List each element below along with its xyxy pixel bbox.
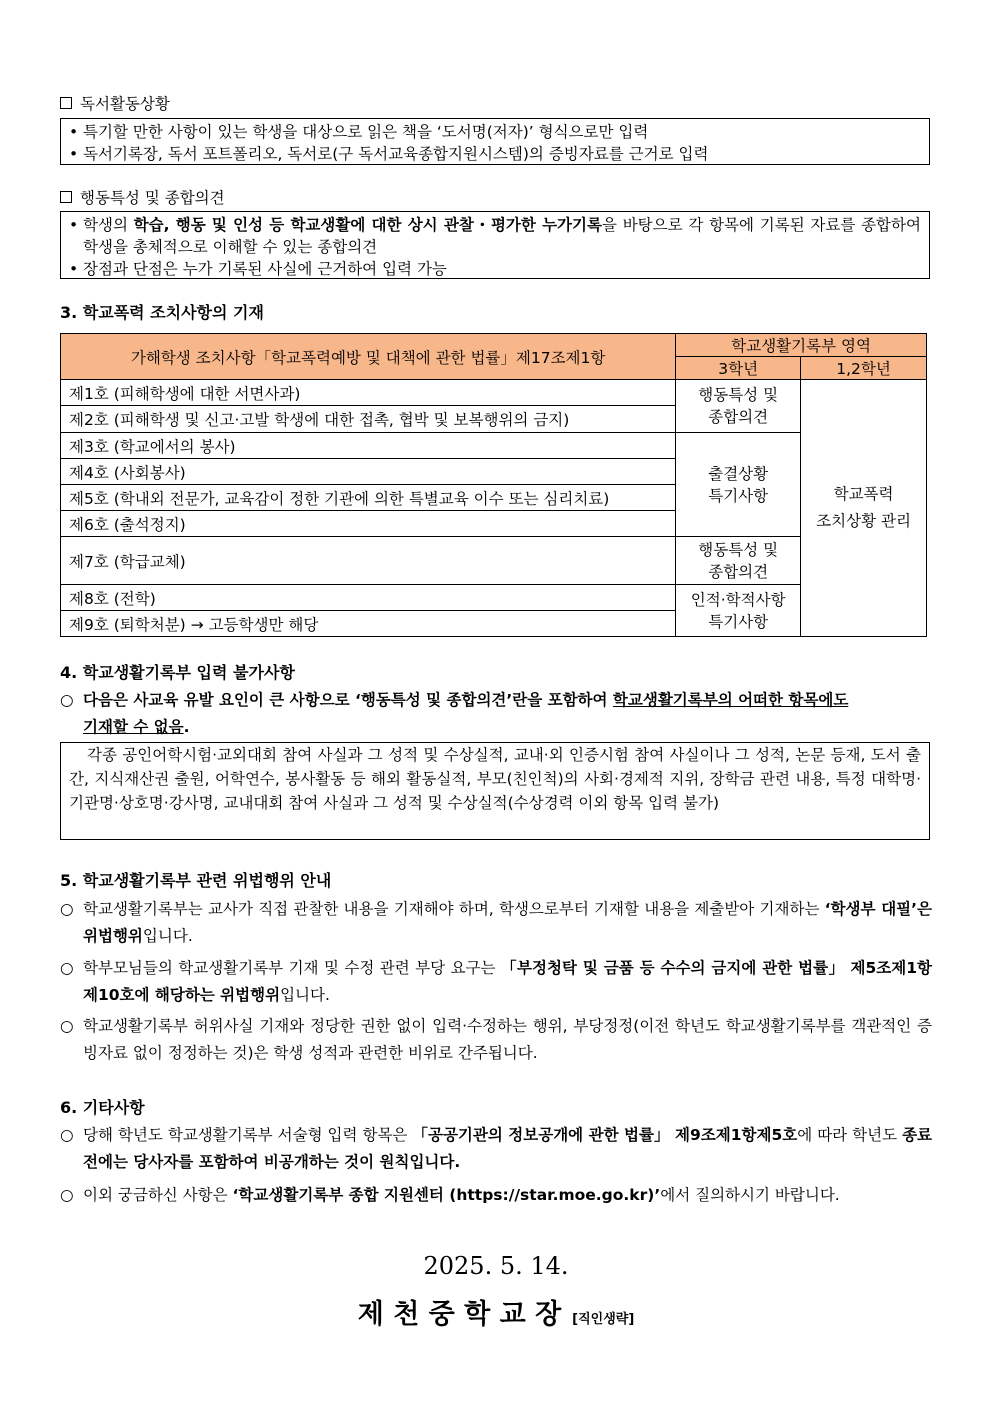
section4-box: 각종 공인어학시험·교외대회 참여 사실과 그 성적 및 수상실적, 교내·외 인증시험 참여 사실이나 그 성적, 논문 등재, 도서 출간, 지식재산권 출원, 어학연수, 봉사활동 등 해외 활동실적, 부모(친인척)의 사회·경제적 지위, 장학금 관련 내용, 특정 대학명·기관명·상호명·강사명, 교내대회 참여 사실과 그 성적 및 수상실적(수상경력 이외 항목 입력 불가) xyxy=(60,742,930,840)
table-header-grade3: 3학년 xyxy=(676,357,801,380)
section4-title: 4. 학교생활기록부 입력 불가사항 xyxy=(60,663,295,682)
section5-item-3: ○ 학교생활기록부 허위사실 기재와 정당한 권한 없이 입력·수정하는 행위, 부당정정(이전 학년도 학교생활기록부를 객관적인 증빙자료 없이 정정하는 것)은 학생 성적과 관련한 비위로 간주됩니다. xyxy=(60,1017,932,1062)
area-behavior-cell: 행동특성 및 종합의견 xyxy=(676,380,801,433)
reading-box xyxy=(60,118,930,165)
table-row: 제1호 (피해학생에 대한 서면사과) xyxy=(61,380,676,406)
table-row: 제4호 (사회봉사) xyxy=(61,459,676,485)
table-header-grade12: 1,2학년 xyxy=(801,357,927,380)
section4-paragraph: ○ 다음은 사교육 유발 요인이 큰 사항으로 ‘행동특성 및 종합의견’란을 포함하여 학교생활기록부의 어떠한 항목에도 기재할 수 없음. xyxy=(60,691,849,736)
section3-title: 3. 학교폭력 조치사항의 기재 xyxy=(60,303,264,322)
behavior-item-2: • 장점과 단점은 누가 기록된 사실에 근거하여 입력 가능 xyxy=(69,260,447,278)
table-row: 제5호 (학내외 전문가, 교육감이 정한 기관에 의한 특별교육 이수 또는 심리치료) xyxy=(61,485,676,511)
section5-title: 5. 학교생활기록부 관련 위법행위 안내 xyxy=(60,871,332,890)
table-row: 제8호 (전학) xyxy=(61,585,676,611)
behavior-box xyxy=(60,211,930,279)
checkbox-square-icon xyxy=(60,191,72,203)
table-row: 제7호 (학급교체) xyxy=(61,537,676,585)
checkbox-square-icon xyxy=(60,97,72,109)
reading-item-1: • 특기할 만한 사항이 있는 학생을 대상으로 읽은 책을 ‘도서명(저자)’ 형식으로만 입력 xyxy=(69,123,649,141)
table-row: 제9호 (퇴학처분) → 고등학생만 해당 xyxy=(61,611,676,637)
table-row: 제2호 (피해학생 및 신고·고발 학생에 대한 접촉, 협박 및 보복행위의 금지) xyxy=(61,406,676,433)
table-header-main: 가해학생 조치사항「학교폭력예방 및 대책에 관한 법률」제17조제1항 xyxy=(61,334,676,380)
section5-item-2: ○ 학부모님들의 학교생활기록부 기재 및 수정 관련 부당 요구는 「부정청탁 및 금품 등 수수의 금지에 관한 법률」 제5조제1항제10호에 해당하는 위법행위입니다. xyxy=(60,959,932,1004)
area-attendance-cell: 출결상황 특기사항 xyxy=(676,433,801,537)
area-grade12-cell: 학교폭력 조치상황 관리 xyxy=(801,380,927,637)
seal-omitted: [직인생략] xyxy=(572,1312,635,1327)
document-date: 2025. 5. 14. xyxy=(423,1252,569,1280)
area-behavior-cell-2: 행동특성 및 종합의견 xyxy=(676,537,801,585)
area-personal-cell: 인적·학적사항 특기사항 xyxy=(676,585,801,637)
reading-heading: 독서활동상황 xyxy=(60,92,170,114)
document-signature xyxy=(0,1292,992,1331)
table-row: 제3호 (학교에서의 봉사) xyxy=(61,433,676,459)
reading-item-2: • 독서기록장, 독서 포트폴리오, 독서로(구 독서교육종합지원시스템)의 증빙자료를 근거로 입력 xyxy=(69,145,709,163)
section6-item-1: ○ 당해 학년도 학교생활기록부 서술형 입력 항목은 「공공기관의 정보공개에 관한 법률」 제9조제1항제5호에 따라 학년도 종료 전에는 당사자를 포함하여 비공개하는 것이 원칙입니다. xyxy=(60,1126,933,1171)
section6-item-2: ○ 이외 궁금하신 사항은 ‘학교생활기록부 종합 지원센터 (https://star.moe.go.kr)’에서 질의하시기 바랍니다. xyxy=(60,1186,840,1204)
behavior-item-1: • 학생의 학습, 행동 및 인성 등 학교생활에 대한 상시 관찰・평가한 누가기록을 바탕으로 각 항목에 기록된 자료를 종합하여 학생을 총체적으로 이해할 수 있는 종합의견 xyxy=(69,216,921,256)
behavior-heading: 행동특성 및 종합의견 xyxy=(60,186,225,208)
school-violence-table xyxy=(60,333,927,637)
table-header-area: 학교생활기록부 영역 xyxy=(676,334,927,357)
table-row: 제6호 (출석정지) xyxy=(61,511,676,537)
section6-title: 6. 기타사항 xyxy=(60,1098,145,1117)
signer-name: 제 천 중 학 교 장 xyxy=(357,1299,562,1330)
section5-item-1: ○ 학교생활기록부는 교사가 직접 관찰한 내용을 기재해야 하며, 학생으로부터 기재할 내용을 제출받아 기재하는 ‘학생부 대필’은 위법행위입니다. xyxy=(60,900,933,945)
